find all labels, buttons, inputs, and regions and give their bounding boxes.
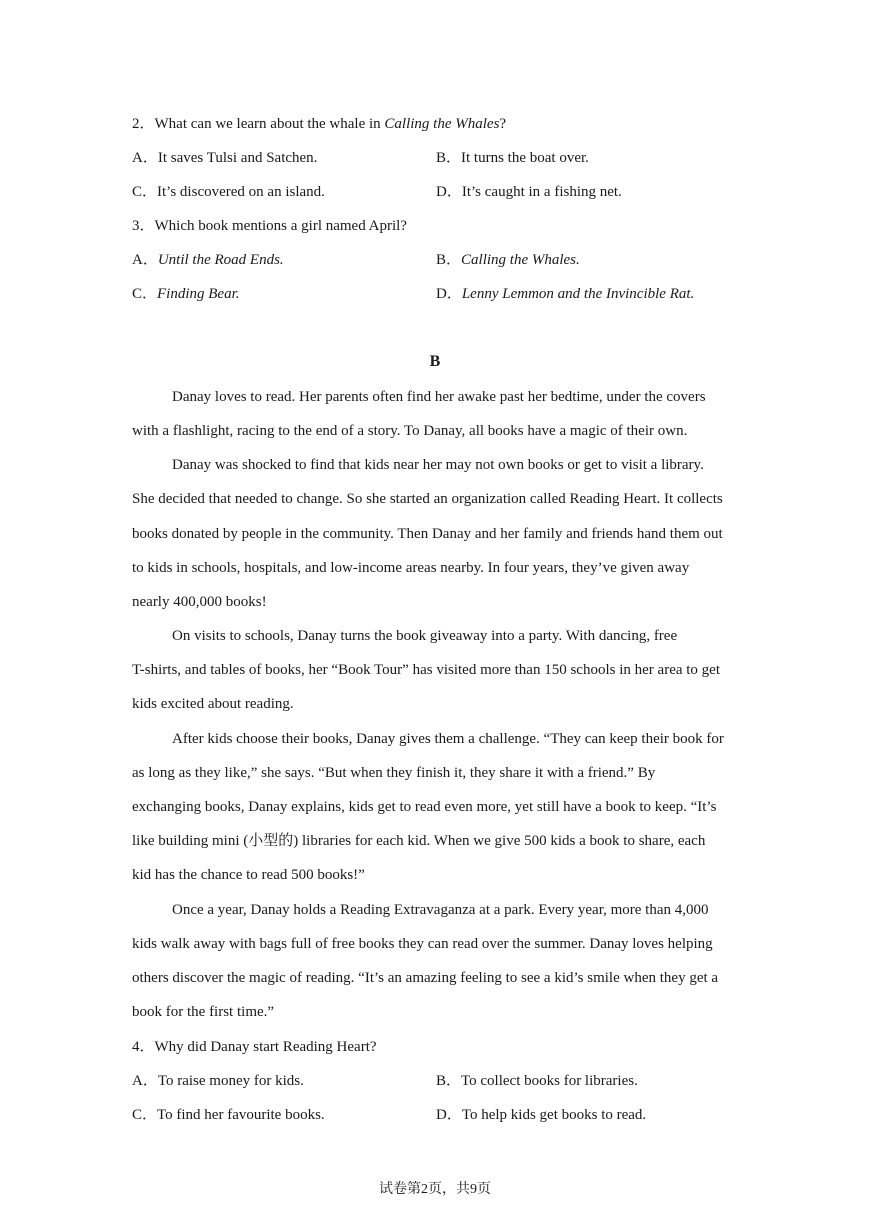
passage-line: books donated by people in the community. Then Danay and her family and friends hand them out — [132, 526, 723, 542]
q4-option-a — [132, 1071, 304, 1091]
passage-line: others discover the magic of reading. “It’s an amazing feeling to see a kid’s smile when they get a — [132, 970, 719, 986]
question-2 — [132, 114, 506, 134]
q3-option-c — [132, 284, 240, 304]
q4-option-d — [436, 1105, 646, 1125]
option-label: B． — [436, 150, 462, 166]
page-footer: 试卷第2页，共9页 — [379, 1182, 491, 1197]
q2-option-d — [436, 182, 622, 202]
question-3 — [132, 216, 407, 236]
option-text: Until the Road Ends. — [157, 252, 284, 268]
option-label: D． — [436, 286, 462, 302]
q2-option-c — [132, 182, 325, 202]
option-label: C． — [132, 286, 158, 302]
option-text: It saves Tulsi and Satchen. — [157, 150, 318, 166]
passage-line: kids walk away with bags full of free books they can read over the summer. Danay loves helping — [132, 936, 713, 952]
passage-line: kids excited about reading. — [132, 696, 294, 712]
option-text: It’s caught in a fishing net. — [461, 184, 622, 200]
q3-option-d — [436, 284, 694, 304]
passage-line: nearly 400,000 books! — [132, 594, 267, 610]
passage-line: as long as they like,” she says. “But when they finish it, they share it with a friend.” By — [132, 765, 656, 781]
passage-line: She decided that needed to change. So she started an organization called Reading Heart. It collects — [132, 491, 723, 507]
option-text: To find her favourite books. — [157, 1107, 325, 1123]
option-label: A． — [132, 252, 158, 268]
question-number: 2． — [132, 116, 155, 132]
passage-line: Once a year, Danay holds a Reading Extravaganza at a park. Every year, more than 4,000 — [172, 902, 709, 918]
passage-line: kid has the chance to read 500 books!” — [132, 867, 365, 883]
option-label: D． — [436, 1107, 462, 1123]
q3-option-b — [436, 250, 580, 270]
question-number: 3． — [132, 218, 155, 234]
passage-line: exchanging books, Danay explains, kids get to read even more, yet still have a book to keep. “It’s — [132, 799, 717, 815]
option-label: A． — [132, 1073, 158, 1089]
passage-line: T-shirts, and tables of books, her “Book Tour” has visited more than 150 schools in her area to get — [132, 662, 720, 678]
question-4 — [132, 1037, 377, 1057]
question-text: Why did Danay start Reading Heart? — [154, 1039, 377, 1055]
q4-option-b — [436, 1071, 638, 1091]
q2-option-a — [132, 148, 317, 168]
q2-option-b — [436, 148, 589, 168]
passage-line: to kids in schools, hospitals, and low-income areas nearby. In four years, they’ve given away — [132, 560, 690, 576]
q4-option-c — [132, 1105, 325, 1125]
option-label: B． — [436, 1073, 462, 1089]
question-text: Which book mentions a girl named April? — [154, 218, 407, 234]
book-title: Calling the Whales — [384, 116, 500, 132]
passage-line: Danay loves to read. Her parents often find her awake past her bedtime, under the covers — [172, 389, 706, 405]
question-number: 4． — [132, 1039, 155, 1055]
option-label: B． — [436, 252, 462, 268]
option-label: C． — [132, 1107, 158, 1123]
option-text: To collect books for libraries. — [461, 1073, 638, 1089]
question-text: What can we learn about the whale in — [154, 116, 385, 132]
option-text: It turns the boat over. — [461, 150, 589, 166]
option-text: Calling the Whales. — [461, 252, 580, 268]
option-text: It’s discovered on an island. — [157, 184, 325, 200]
option-label: C． — [132, 184, 158, 200]
passage-line: book for the first time.” — [132, 1004, 275, 1020]
passage-line: After kids choose their books, Danay gives them a challenge. “They can keep their book for — [172, 731, 724, 747]
option-label: A． — [132, 150, 158, 166]
question-mark: ? — [499, 116, 507, 132]
passage-line: Danay was shocked to find that kids near her may not own books or get to visit a library. — [172, 457, 704, 473]
q3-option-a — [132, 250, 284, 270]
section-b-title: B — [429, 353, 441, 370]
option-text: To help kids get books to read. — [461, 1107, 647, 1123]
passage-line: like building mini (小型的) libraries for each kid. When we give 500 kids a book to share, each — [132, 833, 706, 849]
option-text: Finding Bear. — [157, 286, 240, 302]
passage-line: with a flashlight, racing to the end of a story. To Danay, all books have a magic of their own. — [132, 423, 688, 439]
passage-line: On visits to schools, Danay turns the book giveaway into a party. With dancing, free — [172, 628, 678, 644]
option-text: To raise money for kids. — [157, 1073, 304, 1089]
option-text: Lenny Lemmon and the Invincible Rat. — [461, 286, 695, 302]
option-label: D． — [436, 184, 462, 200]
